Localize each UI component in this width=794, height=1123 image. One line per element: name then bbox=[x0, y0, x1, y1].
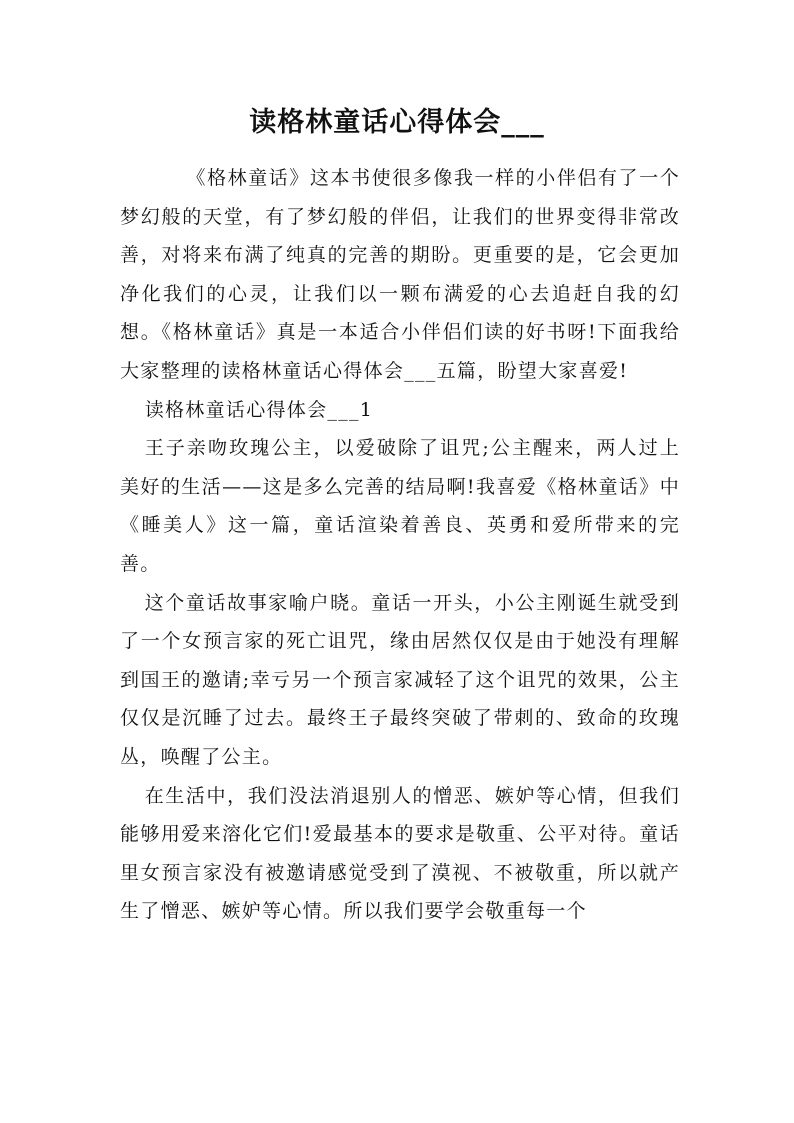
body-paragraph: 王子亲吻玫瑰公主，以爱破除了诅咒;公主醒来，两人过上美好的生活——这是多么完善的结局啊!我喜爱《格林童话》中《睡美人》这一篇，童话渲染着善良、英勇和爱所带来的完善。 bbox=[120, 437, 680, 575]
document-body bbox=[120, 159, 680, 931]
intro-paragraph: 《格林童话》这本书使很多像我一样的小伴侣有了一个梦幻般的天堂，有了梦幻般的伴侣，让我们的世界变得非常改善，对将来布满了纯真的完善的期盼。更重要的是，它会更加净化我们的心灵，让我们以一颗布满爱的心去追赶自我的幻想。《格林童话》真是一本适合小伴侣们读的好书呀!下面我给大家整理的读格林童话心得体会___五篇，盼望大家喜爱! bbox=[120, 167, 680, 382]
body-paragraph: 在生活中，我们没法消退别人的憎恶、嫉妒等心情，但我们能够用爱来溶化它们!爱最基本的要求是敬重、公平对待。童话里女预言家没有被邀请感觉受到了漠视、不被敬重，所以就产生了憎恶、嫉妒等心情。所以我们要学会敬重每一个 bbox=[120, 784, 680, 923]
section-heading: 读格林童话心得体会___1 bbox=[144, 398, 374, 421]
document-title: 读格林童话心得体会___ bbox=[249, 107, 545, 138]
body-paragraph: 这个童话故事家喻户晓。童话一开头，小公主刚诞生就受到了一个女预言家的死亡诅咒，缘由居然仅仅是由于她没有理解到国王的邀请;幸亏另一个预言家减轻了这个诅咒的效果，公主仅仅是沉睡了过去。最终王子最终突破了带刺的、致命的玫瑰丛，唤醒了公主。 bbox=[120, 591, 680, 768]
